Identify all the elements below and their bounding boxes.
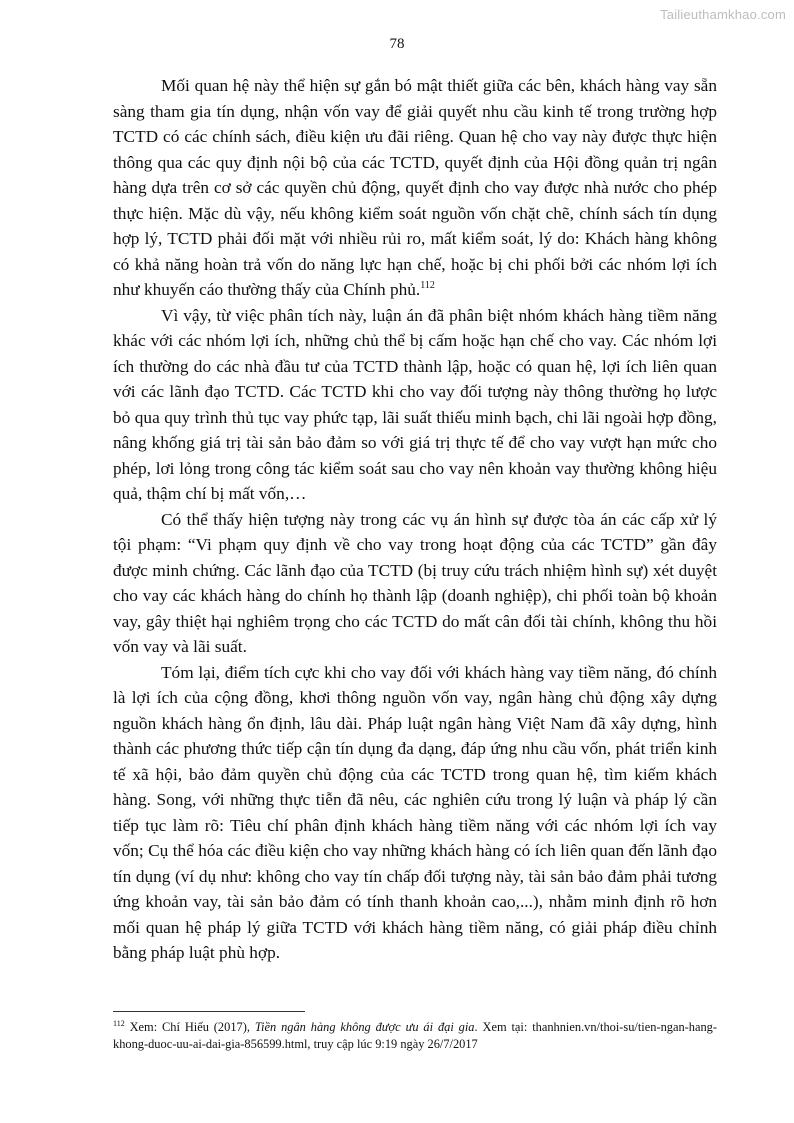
watermark: Tailieuthamkhao.com [660,7,786,22]
footnote-prefix: Xem: Chí Hiếu (2017), [129,1020,250,1034]
body-text [113,73,717,966]
paragraph [113,73,717,303]
paragraph: Tóm lại, điểm tích cực khi cho vay đối với khách hàng vay tiềm năng, đó chính là lợi ích của cộng đồng, khơi thông nguồn vốn vay, ngân hàng chủ động xây dựng nguồn khách hàng ổn định, lâu dài. Pháp luật ngân hàng Việt Nam đã xây dựng, hình thành các phương thức tiếp cận tín dụng đa dạng, đáp ứng nhu cầu vốn, phát triển kinh tế xã hội, bảo đảm quyền chủ động của các TCTD trong quan hệ, tìm kiếm khách hàng. Song, với những thực tiễn đã nêu, các nghiên cứu trong lý luận và pháp lý cần tiếp tục làm rõ: Tiêu chí phân định khách hàng tiềm năng với các nhóm lợi ích vay vốn; Cụ thể hóa các điều kiện cho vay những khách hàng có ích liên quan đến lãnh đạo tín dụng (ví dụ như: không cho vay tín chấp đối tượng này, tài sản bảo đảm phải tương ứng khoản vay, tài sản bảo đảm có tính thanh khoản cao,...), nhằm minh định rõ hơn mối quan hệ pháp lý giữa TCTD với khách hàng tiềm năng, có giải pháp điều chỉnh bằng pháp luật phù hợp. [113,662,717,962]
footnote [113,1019,717,1053]
paragraph: Có thể thấy hiện tượng này trong các vụ án hình sự được tòa án các cấp xử lý tội phạm: “Vi phạm quy định về cho vay trong hoạt động của các TCTD” gần đây được minh chứng. Các lãnh đạo của TCTD (bị truy cứu trách nhiệm hình sự) xét duyệt cho vay các khách hàng do chính họ thành lập (doanh nghiệp), chi phối toàn bộ khoản vay, gây thiệt hại nghiêm trọng cho các TCTD do mất cân đối tài chính, không thu hồi vốn vay và lãi suất. [113,509,717,656]
paragraph-text: Mối quan hệ này thể hiện sự gắn bó mật thiết giữa các bên, khách hàng vay sẵn sàng tham gia tín dụng, nhận vốn vay để giải quyết nhu cầu kinh tế trong trường hợp TCTD có các chính sách, điều kiện ưu đãi riêng. Quan hệ cho vay này được thực hiện thông qua các quy định nội bộ của các TCTD, quyết định của Hội đồng quản trị ngân hàng dựa trên cơ sở các quyền chủ động, quyết định cho vay được nhà nước cho phép thực hiện. Mặc dù vậy, nếu không kiểm soát nguồn vốn chặt chẽ, chính sách tín dụng hợp lý, TCTD phải đối mặt với nhiều rủi ro, mất kiểm soát, lý do: Khách hàng không có khả năng hoàn trả vốn do năng lực hạn chế, hoặc bị chi phối bởi các nhóm lợi ích như khuyến cáo thường thấy của Chính phủ. [113,76,717,299]
footnote-reference[interactable]: 112 [420,280,435,292]
footnote-suffix: . Xem tại: thanhnien.vn/thoi-su/tien-ngan-hang-khong-duoc-uu-ai-dai-gia-856599.html, truy cập lúc 9:19 ngày 26/7/2017 [113,1020,717,1051]
footnote-title: Tiền ngân hàng không được ưu ái đại gia [254,1020,475,1034]
paragraph: Vì vậy, từ việc phân tích này, luận án đã phân biệt nhóm khách hàng tiềm năng khác với các nhóm lợi ích, những chủ thể bị cấm hoặc hạn chế cho vay. Các nhóm lợi ích thường do các nhà đầu tư của TCTD thành lập, hoặc có quan hệ, lợi ích liên quan với các lãnh đạo TCTD. Các TCTD khi cho vay đối tượng này thông thường họ lược bỏ qua quy trình thủ tục vay phức tạp, lãi suất thiếu minh bạch, chi lãi ngoài hợp đồng, nâng khống giá trị tài sản bảo đảm so với giá trị thực tế để cho vay vượt hạn mức cho phép, lơi lỏng trong công tác kiểm soát sau cho vay nên khoản vay thường không hiệu quả, thậm chí bị mất vốn,… [113,305,717,503]
footnote-mark: 112 [113,1018,125,1028]
page-number: 78 [389,36,405,52]
footnote-divider [113,1011,305,1012]
